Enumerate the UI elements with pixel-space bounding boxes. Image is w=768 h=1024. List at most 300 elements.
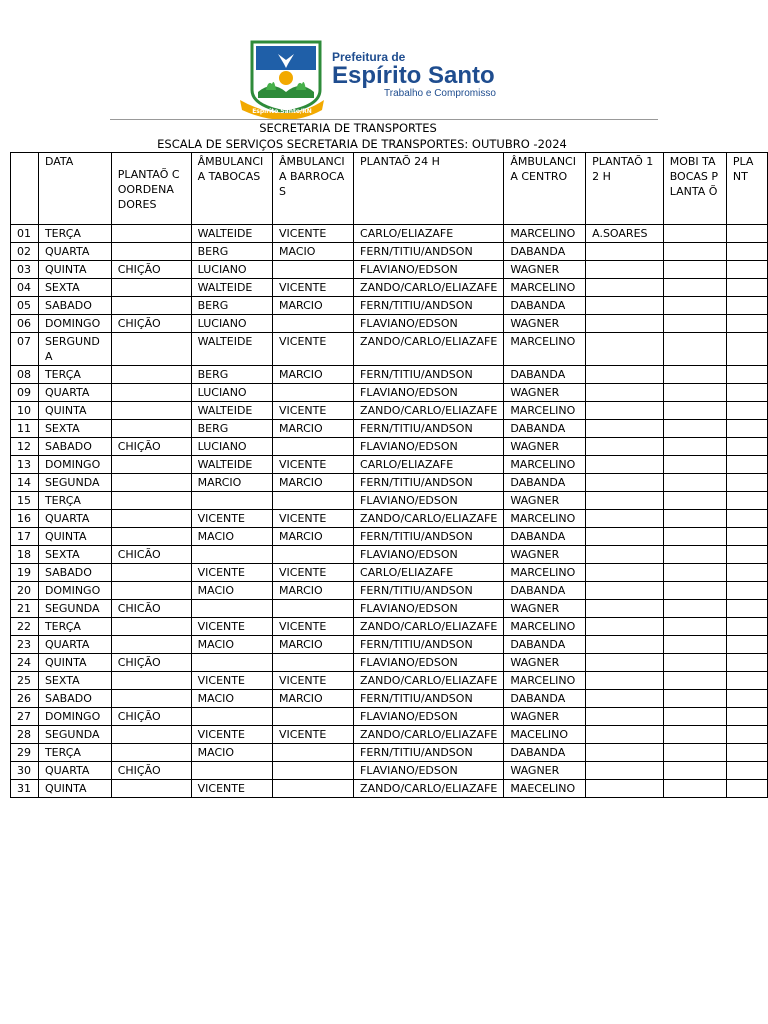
table-cell (111, 297, 191, 315)
table-cell: MARCIO (273, 690, 354, 708)
table-cell: MARCIO (273, 636, 354, 654)
table-cell (663, 438, 726, 456)
logo-prefix: Prefeitura de (332, 50, 406, 64)
table-cell: MACIO (191, 582, 272, 600)
table-cell: MARCELINO (504, 333, 586, 366)
city-seal-icon (232, 40, 328, 120)
table-cell: CARLO/ELIAZAFE (354, 225, 504, 243)
table-cell (726, 546, 767, 564)
table-cell: VICENTE (273, 456, 354, 474)
table-cell: FLAVIANO/EDSON (354, 708, 504, 726)
table-row (11, 384, 768, 402)
table-cell: VICENTE (273, 279, 354, 297)
table-cell: FERN/TITIU/ANDSON (354, 297, 504, 315)
table-row (11, 243, 768, 261)
table-cell: QUARTA (38, 510, 111, 528)
table-cell (111, 510, 191, 528)
table-cell: 28 (11, 726, 39, 744)
table-cell: SEXTA (38, 279, 111, 297)
table-header-row (11, 153, 768, 225)
table-cell: MACIO (191, 690, 272, 708)
table-cell: CARLO/ELIAZAFE (354, 456, 504, 474)
table-cell: 13 (11, 456, 39, 474)
table-cell: VICENTE (191, 726, 272, 744)
table-cell: TERÇA (38, 492, 111, 510)
table-cell (273, 384, 354, 402)
table-cell: MAECELINO (504, 780, 586, 798)
table-cell (663, 420, 726, 438)
table-cell (726, 420, 767, 438)
table-cell (111, 564, 191, 582)
table-cell: 25 (11, 672, 39, 690)
table-cell (663, 564, 726, 582)
table-cell: MACIO (191, 528, 272, 546)
table-cell (586, 780, 664, 798)
table-cell: WAGNER (504, 384, 586, 402)
table-cell (726, 243, 767, 261)
table-cell: 07 (11, 333, 39, 366)
table-row (11, 510, 768, 528)
table-cell (586, 366, 664, 384)
table-cell (663, 510, 726, 528)
table-cell: MARCELINO (504, 618, 586, 636)
table-cell (726, 510, 767, 528)
table-cell: DOMINGO (38, 315, 111, 333)
table-cell (586, 261, 664, 279)
table-cell (586, 528, 664, 546)
table-row (11, 297, 768, 315)
table-row (11, 474, 768, 492)
table-cell: MACIO (191, 636, 272, 654)
column-header: ÂMBULANCI A CENTRO (504, 153, 586, 225)
table-cell (663, 690, 726, 708)
table-cell: QUARTA (38, 762, 111, 780)
table-cell (663, 333, 726, 366)
table-cell (726, 384, 767, 402)
table-cell: QUARTA (38, 636, 111, 654)
table-row (11, 636, 768, 654)
table-cell: DABANDA (504, 243, 586, 261)
table-cell (111, 402, 191, 420)
table-cell: WAGNER (504, 600, 586, 618)
column-header: DATA (38, 153, 111, 225)
table-cell: MARCELINO (504, 564, 586, 582)
table-cell (726, 582, 767, 600)
table-cell: VICENTE (273, 564, 354, 582)
table-cell: 31 (11, 780, 39, 798)
table-cell (111, 744, 191, 762)
table-cell: 03 (11, 261, 39, 279)
column-header: PLANTAÕ 24 H (354, 153, 504, 225)
table-cell (726, 297, 767, 315)
table-cell: MARCIO (273, 420, 354, 438)
logo-city-name: Espírito Santo (332, 62, 495, 89)
table-cell (111, 582, 191, 600)
table-cell: FERN/TITIU/ANDSON (354, 366, 504, 384)
table-cell (111, 690, 191, 708)
table-cell: SERGUND A (38, 333, 111, 366)
table-cell: A.SOARES (586, 225, 664, 243)
table-cell (586, 456, 664, 474)
table-cell (273, 315, 354, 333)
table-cell (663, 654, 726, 672)
table-row (11, 366, 768, 384)
table-cell: WAGNER (504, 261, 586, 279)
table-cell: DABANDA (504, 420, 586, 438)
table-cell: QUINTA (38, 780, 111, 798)
table-cell: SEXTA (38, 546, 111, 564)
table-cell (273, 546, 354, 564)
table-cell (663, 708, 726, 726)
table-cell (726, 366, 767, 384)
logo-text (332, 50, 496, 99)
table-cell (273, 492, 354, 510)
table-cell: WAGNER (504, 438, 586, 456)
table-cell (586, 420, 664, 438)
table-cell (663, 315, 726, 333)
table-cell: MARCELINO (504, 672, 586, 690)
table-cell (111, 243, 191, 261)
table-row (11, 528, 768, 546)
table-cell: CHIÇÃO (111, 438, 191, 456)
table-cell (111, 636, 191, 654)
service-schedule-table (10, 152, 768, 798)
municipal-logo (232, 40, 552, 120)
table-cell: 27 (11, 708, 39, 726)
table-row (11, 600, 768, 618)
table-cell: BERG (191, 297, 272, 315)
seal-ribbon-text: Espírito Santo/RN (252, 108, 312, 115)
table-cell (273, 438, 354, 456)
table-cell: 30 (11, 762, 39, 780)
table-row (11, 762, 768, 780)
table-cell: DOMINGO (38, 582, 111, 600)
table-cell (191, 762, 272, 780)
table-cell (726, 333, 767, 366)
table-cell (586, 672, 664, 690)
table-cell: DOMINGO (38, 456, 111, 474)
column-header: PLANTAÕ COORDENA DORES (111, 153, 191, 225)
table-cell: WALTEIDE (191, 333, 272, 366)
table-cell: QUINTA (38, 528, 111, 546)
table-cell: FERN/TITIU/ANDSON (354, 744, 504, 762)
table-cell (273, 261, 354, 279)
table-cell: WAGNER (504, 762, 586, 780)
column-header: PLANT (726, 153, 767, 225)
table-row (11, 690, 768, 708)
table-cell (191, 546, 272, 564)
table-cell (663, 384, 726, 402)
table-row (11, 780, 768, 798)
table-cell: 19 (11, 564, 39, 582)
table-cell: 01 (11, 225, 39, 243)
table-cell (111, 456, 191, 474)
table-cell: VICENTE (191, 780, 272, 798)
table-cell (191, 654, 272, 672)
table-cell: FERN/TITIU/ANDSON (354, 420, 504, 438)
table-cell: VICENTE (191, 672, 272, 690)
table-cell (663, 528, 726, 546)
table-cell (586, 510, 664, 528)
table-row (11, 225, 768, 243)
table-cell: LUCIANO (191, 261, 272, 279)
table-cell: SEGUNDA (38, 474, 111, 492)
table-cell: DABANDA (504, 297, 586, 315)
table-cell: MARCELINO (504, 510, 586, 528)
table-cell (726, 474, 767, 492)
table-cell: MARCELINO (504, 279, 586, 297)
table-cell (663, 474, 726, 492)
table-row (11, 261, 768, 279)
table-cell: MARCIO (273, 474, 354, 492)
table-row (11, 546, 768, 564)
table-cell: TERÇA (38, 225, 111, 243)
table-cell: 18 (11, 546, 39, 564)
table-cell: 15 (11, 492, 39, 510)
table-cell (663, 261, 726, 279)
table-cell: SEGUNDA (38, 726, 111, 744)
table-cell: WAGNER (504, 315, 586, 333)
table-cell: ZANDO/CARLO/ELIAZAFE (354, 333, 504, 366)
table-cell: FLAVIANO/EDSON (354, 261, 504, 279)
table-cell (586, 726, 664, 744)
table-cell: DABANDA (504, 474, 586, 492)
table-cell: 22 (11, 618, 39, 636)
table-cell: 12 (11, 438, 39, 456)
table-cell (663, 618, 726, 636)
table-row (11, 492, 768, 510)
table-cell (726, 315, 767, 333)
table-row (11, 564, 768, 582)
table-cell (586, 402, 664, 420)
table-row (11, 279, 768, 297)
table-cell: 04 (11, 279, 39, 297)
table-cell: MARCELINO (504, 456, 586, 474)
table-cell: CHIÇÃO (111, 708, 191, 726)
table-cell (273, 654, 354, 672)
table-cell: 23 (11, 636, 39, 654)
table-cell: WALTEIDE (191, 225, 272, 243)
table-cell (663, 780, 726, 798)
table-cell: FLAVIANO/EDSON (354, 762, 504, 780)
table-cell (111, 225, 191, 243)
table-cell: 08 (11, 366, 39, 384)
table-cell (586, 582, 664, 600)
table-row (11, 456, 768, 474)
table-cell (586, 636, 664, 654)
table-cell: DABANDA (504, 636, 586, 654)
table-cell: QUINTA (38, 654, 111, 672)
table-row (11, 726, 768, 744)
table-cell: 02 (11, 243, 39, 261)
table-cell: CHIÇÃO (111, 654, 191, 672)
table-cell (273, 780, 354, 798)
table-cell: FERN/TITIU/ANDSON (354, 690, 504, 708)
table-cell (726, 402, 767, 420)
table-cell: FERN/TITIU/ANDSON (354, 528, 504, 546)
table-cell: MACIO (273, 243, 354, 261)
table-cell: CHIÇÃO (111, 762, 191, 780)
table-row (11, 315, 768, 333)
table-cell: VICENTE (191, 564, 272, 582)
table-cell (663, 726, 726, 744)
header-divider (110, 119, 658, 120)
table-cell: BERG (191, 366, 272, 384)
table-cell (111, 366, 191, 384)
table-cell (726, 600, 767, 618)
table-cell: 09 (11, 384, 39, 402)
table-cell (586, 243, 664, 261)
table-cell: WAGNER (504, 492, 586, 510)
table-cell: 16 (11, 510, 39, 528)
table-cell (273, 744, 354, 762)
table-cell: FERN/TITIU/ANDSON (354, 243, 504, 261)
table-cell (726, 726, 767, 744)
table-cell: SEGUNDA (38, 600, 111, 618)
table-cell (586, 708, 664, 726)
table-cell (111, 726, 191, 744)
table-cell: FLAVIANO/EDSON (354, 492, 504, 510)
table-cell (111, 384, 191, 402)
table-cell: 06 (11, 315, 39, 333)
table-cell: DABANDA (504, 744, 586, 762)
table-cell (111, 618, 191, 636)
table-cell: 05 (11, 297, 39, 315)
table-cell: FLAVIANO/EDSON (354, 600, 504, 618)
table-cell: DABANDA (504, 690, 586, 708)
table-cell: FERN/TITIU/ANDSON (354, 636, 504, 654)
table-cell (273, 708, 354, 726)
table-row (11, 333, 768, 366)
table-cell: FLAVIANO/EDSON (354, 384, 504, 402)
table-cell: WAGNER (504, 708, 586, 726)
column-header: PLANTAÕ 12 H (586, 153, 664, 225)
table-cell: VICENTE (191, 618, 272, 636)
table-cell (726, 438, 767, 456)
table-cell (663, 582, 726, 600)
table-cell (726, 261, 767, 279)
table-cell: 26 (11, 690, 39, 708)
table-cell (726, 708, 767, 726)
table-cell: WALTEIDE (191, 402, 272, 420)
table-cell (663, 279, 726, 297)
table-cell (726, 492, 767, 510)
table-cell: 29 (11, 744, 39, 762)
table-cell: SEXTA (38, 672, 111, 690)
table-cell: VICENTE (191, 510, 272, 528)
table-cell (586, 333, 664, 366)
table-cell (726, 744, 767, 762)
table-cell (586, 600, 664, 618)
table-cell: 20 (11, 582, 39, 600)
table-row (11, 618, 768, 636)
table-cell (586, 279, 664, 297)
table-cell (726, 780, 767, 798)
table-cell: BERG (191, 243, 272, 261)
table-cell: 24 (11, 654, 39, 672)
table-cell (663, 636, 726, 654)
table-cell (726, 279, 767, 297)
table-cell (586, 474, 664, 492)
table-cell (586, 690, 664, 708)
table-cell: VICENTE (273, 333, 354, 366)
table-cell (586, 654, 664, 672)
table-cell: CHIÇÃO (111, 315, 191, 333)
table-cell (663, 243, 726, 261)
table-cell (586, 384, 664, 402)
table-cell: SEXTA (38, 420, 111, 438)
table-cell: ZANDO/CARLO/ELIAZAFE (354, 672, 504, 690)
table-cell: WALTEIDE (191, 456, 272, 474)
table-cell: CHIÇÃO (111, 261, 191, 279)
table-cell: MARCELINO (504, 225, 586, 243)
table-cell: CHICÃO (111, 600, 191, 618)
table-cell: ZANDO/CARLO/ELIAZAFE (354, 726, 504, 744)
table-cell (726, 225, 767, 243)
table-cell (111, 333, 191, 366)
table-row (11, 708, 768, 726)
table-cell: SABADO (38, 564, 111, 582)
table-cell: MARCELINO (504, 402, 586, 420)
table-cell (663, 456, 726, 474)
department-title: SECRETARIA DE TRANSPORTES (259, 121, 437, 135)
table-cell (111, 474, 191, 492)
table-cell (586, 546, 664, 564)
table-row (11, 402, 768, 420)
table-cell: QUINTA (38, 402, 111, 420)
table-cell: 21 (11, 600, 39, 618)
table-cell (726, 636, 767, 654)
table-cell: QUARTA (38, 384, 111, 402)
table-cell: BERG (191, 420, 272, 438)
column-header: MOBI TABOCAS PLANTA Õ (663, 153, 726, 225)
table-cell: MARCIO (273, 297, 354, 315)
table-cell: QUARTA (38, 243, 111, 261)
table-cell: SABADO (38, 690, 111, 708)
table-cell (726, 654, 767, 672)
table-cell (586, 297, 664, 315)
table-cell (111, 279, 191, 297)
table-cell: FLAVIANO/EDSON (354, 546, 504, 564)
table-cell: VICENTE (273, 672, 354, 690)
table-cell: MARCIO (273, 366, 354, 384)
table-cell: LUCIANO (191, 438, 272, 456)
table-cell: MACIO (191, 744, 272, 762)
table-cell: VICENTE (273, 402, 354, 420)
table-cell (586, 744, 664, 762)
table-cell: MARCIO (273, 528, 354, 546)
table-cell (663, 402, 726, 420)
schedule-title: ESCALA DE SERVIÇOS SECRETARIA DE TRANSPORTES: OUTUBRO -2024 (157, 137, 567, 151)
table-cell (586, 438, 664, 456)
table-cell: QUINTA (38, 261, 111, 279)
table-cell: WAGNER (504, 654, 586, 672)
logo-tagline: Trabalho e Compromisso (384, 88, 496, 99)
table-cell (663, 600, 726, 618)
table-cell (586, 618, 664, 636)
table-cell (273, 762, 354, 780)
table-cell: FLAVIANO/EDSON (354, 438, 504, 456)
table-cell (726, 690, 767, 708)
table-cell (586, 564, 664, 582)
table-cell: DABANDA (504, 528, 586, 546)
table-cell: ZANDO/CARLO/ELIAZAFE (354, 279, 504, 297)
table-cell (191, 708, 272, 726)
table-cell (111, 672, 191, 690)
table-cell: VICENTE (273, 510, 354, 528)
table-cell (663, 492, 726, 510)
table-cell: MARCIO (273, 582, 354, 600)
